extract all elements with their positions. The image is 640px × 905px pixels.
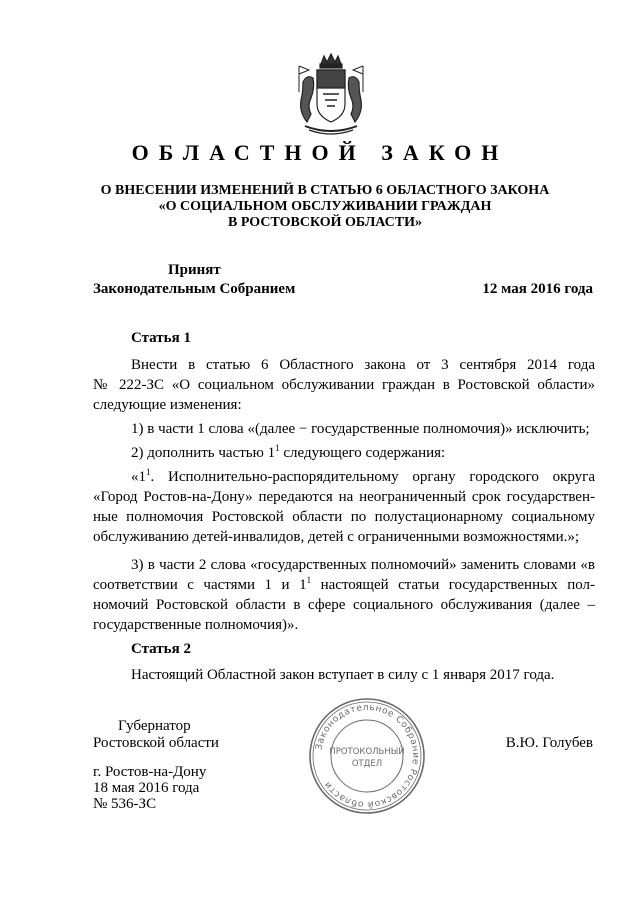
law-subtitle bbox=[60, 183, 590, 231]
stamp-inner-line2: ОТДЕЛ bbox=[351, 759, 383, 769]
coat-of-arms-icon bbox=[293, 52, 369, 138]
article-1-quote: «$1^1$. Исполнительно-распорядительному органу городского округа «Город Ростов-на-Дону» передаются на неограниченный срок государствен-ные полномочия Ростовской области по полустационарному социальному обслуживанию детей-инвалидов, детей с ограниченными возможностями.»; bbox=[93, 467, 595, 545]
stamp-inner-line1: ПРОТОКОЛЬНЫЙ bbox=[329, 747, 405, 757]
adopted-date: 12 мая 2016 года bbox=[482, 281, 593, 297]
adopted-by: Законодательным Собранием bbox=[93, 281, 296, 297]
article-1-title: Статья 1 bbox=[131, 330, 191, 346]
stamp-outer-text: Законодательное Собрание Ростовской области bbox=[314, 702, 421, 810]
signer-name: В.Ю. Голубев bbox=[505, 735, 593, 751]
article-1-item-2: 2) дополнить частью $1^1$ следующего содержания: bbox=[131, 443, 446, 461]
article-1-intro-line3: следующие изменения: bbox=[93, 397, 242, 413]
subtitle-line: «О СОЦИАЛЬНОМ ОБСЛУЖИВАНИИ ГРАЖДАН bbox=[158, 199, 492, 214]
article-1-item-3: 3) в части 2 слова «государственных полномочий» заменить словами «в соответствии с частями 1 и $1^1$ настоящей статьи государственных пол-номочий Ростовской области в сфере социального обслуживания (далее – государственные полномочия)». bbox=[93, 557, 596, 633]
article-2-text: Настоящий Областной закон вступает в силу с 1 января 2017 года. bbox=[131, 667, 555, 683]
signing-details bbox=[93, 764, 206, 812]
signing-place: г. Ростов-на-Дону bbox=[93, 764, 207, 780]
article-1-item-1: 1) в части 1 слова «(далее − государственные полномочия)» исключить; bbox=[131, 421, 590, 437]
law-title: ОБЛАСТНОЙ ЗАКОН bbox=[131, 140, 509, 165]
signing-date: 18 мая 2016 года bbox=[93, 780, 200, 796]
official-stamp bbox=[307, 696, 427, 816]
subtitle-line: В РОСТОВСКОЙ ОБЛАСТИ» bbox=[227, 215, 423, 230]
subtitle-line: О ВНЕСЕНИИ ИЗМЕНЕНИЙ В СТАТЬЮ 6 ОБЛАСТНОГО ЗАКОНА bbox=[100, 183, 550, 198]
article-2-title: Статья 2 bbox=[131, 641, 191, 657]
law-number: № 536-ЗС bbox=[93, 796, 157, 812]
article-1-intro-line1: Внести в статью 6 Областного закона от 3 сентября 2014 года bbox=[131, 357, 595, 373]
adopted-label: Принят bbox=[168, 262, 221, 278]
signer-title: Губернатор bbox=[118, 718, 191, 734]
article-1-intro-line2: № 222-ЗС «О социальном обслуживании граждан в Ростовской области» bbox=[93, 377, 595, 393]
signer-region: Ростовской области bbox=[93, 735, 219, 751]
